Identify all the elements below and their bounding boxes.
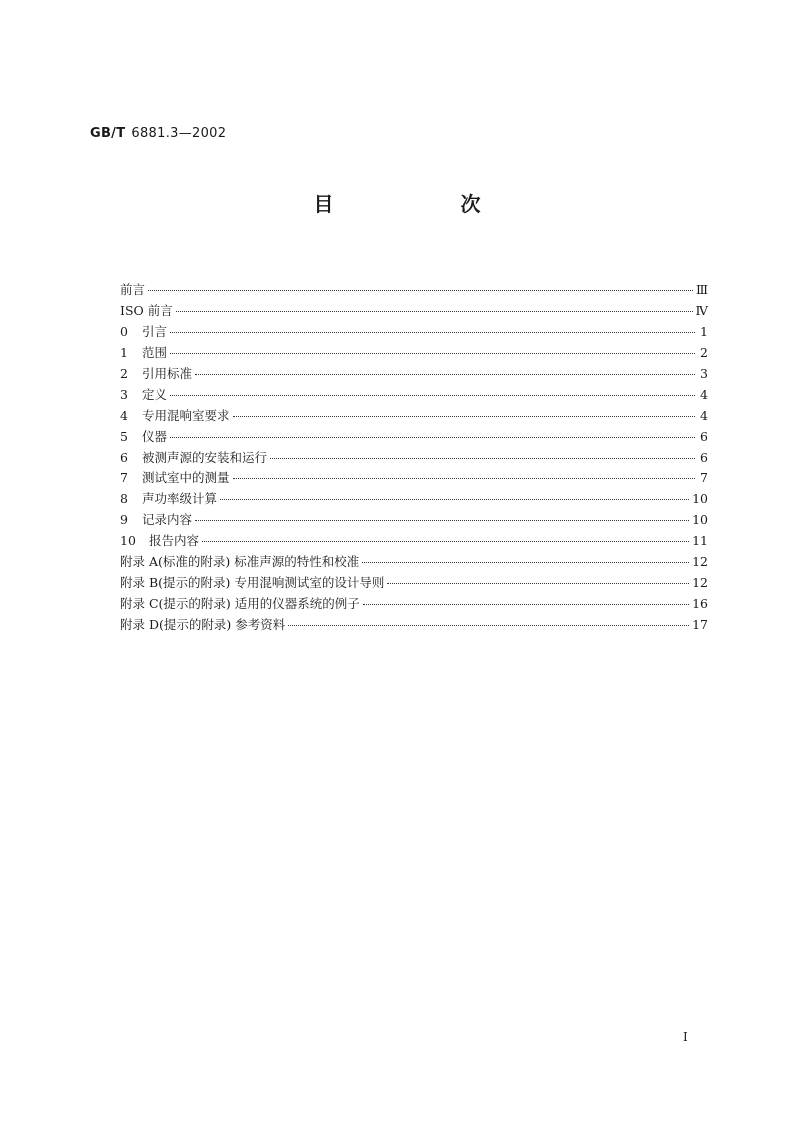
toc-leader-dots	[148, 290, 693, 291]
toc-leader-dots	[363, 604, 689, 605]
toc-entry[interactable]	[120, 531, 708, 552]
toc-entry-label: 附录 D(提示的附录) 参考资料	[120, 617, 286, 632]
toc-entry-label: 专用混响室要求	[142, 407, 230, 423]
toc-entry-page: Ⅳ	[695, 302, 708, 318]
standard-prefix: GB/T	[90, 126, 126, 141]
toc-leader-dots	[170, 353, 695, 354]
toc-entry-page: 6	[700, 449, 708, 465]
toc-entry-number: 1	[120, 344, 128, 360]
toc-entry[interactable]	[120, 280, 708, 301]
toc-entry-number: 3	[120, 386, 128, 402]
toc-entry[interactable]	[120, 322, 708, 343]
toc-leader-dots	[195, 520, 689, 521]
toc-entry-number: 2	[120, 365, 128, 381]
toc-entry-label: 范围	[142, 344, 168, 360]
toc-entry[interactable]	[120, 573, 708, 594]
toc-entry-page: 16	[692, 596, 708, 612]
toc-entry[interactable]	[120, 615, 708, 636]
toc-entry-label: 记录内容	[142, 512, 193, 528]
toc-entry-page: Ⅲ	[695, 282, 708, 297]
toc-entry-page: 7	[700, 470, 708, 486]
toc-leader-dots	[233, 416, 695, 417]
toc-leader-dots	[202, 541, 689, 542]
toc-entry[interactable]	[120, 301, 708, 322]
toc-entry-number: 5	[120, 428, 128, 444]
toc-entry-label: 引用标准	[142, 365, 193, 381]
toc-entry-label: 被测声源的安装和运行	[142, 449, 268, 465]
toc-entry-page: 12	[692, 554, 708, 570]
toc-entry[interactable]	[120, 364, 708, 385]
toc-entry-label: 报告内容	[149, 533, 200, 549]
toc-entry-label: 前言	[120, 282, 146, 297]
toc-entry-label: 附录 C(提示的附录) 适用的仪器系统的例子	[120, 596, 360, 612]
toc-entry[interactable]	[120, 594, 708, 615]
toc-entry-label: 引言	[142, 323, 168, 339]
toc-entry-number: 0	[120, 323, 128, 339]
toc-leader-dots	[170, 395, 695, 396]
toc-entry-page: 17	[692, 617, 708, 632]
toc-entry[interactable]	[120, 489, 708, 510]
toc-entry-page: 4	[700, 407, 708, 423]
toc-entry[interactable]	[120, 343, 708, 364]
toc-entry-number: 8	[120, 491, 128, 507]
toc-leader-dots	[195, 374, 695, 375]
toc-entry-number: 10	[120, 533, 136, 549]
toc-entry[interactable]	[120, 468, 708, 489]
toc-entry-page: 3	[700, 365, 708, 381]
toc-entry[interactable]	[120, 427, 708, 448]
toc-leader-dots	[288, 625, 689, 626]
toc-entry-page: 10	[692, 512, 708, 528]
toc-entry-page: 12	[692, 575, 708, 591]
toc-leader-dots	[233, 478, 695, 479]
toc-entry-page: 10	[692, 491, 708, 507]
standard-code	[90, 126, 226, 141]
toc-entry[interactable]	[120, 510, 708, 531]
page-title: 目 次	[313, 192, 541, 216]
toc-leader-dots	[176, 311, 693, 312]
toc-entry-number: 6	[120, 449, 128, 465]
toc-leader-dots	[387, 583, 689, 584]
toc-entry[interactable]	[120, 448, 708, 469]
toc-entry-number: 7	[120, 470, 128, 486]
toc-entry-page: 11	[692, 533, 708, 549]
table-of-contents	[120, 280, 708, 636]
page-number: I	[683, 1030, 688, 1044]
toc-entry[interactable]	[120, 406, 708, 427]
toc-entry[interactable]	[120, 552, 708, 573]
toc-entry-label: 定义	[142, 386, 168, 402]
standard-number: 6881.3—2002	[131, 126, 227, 141]
toc-leader-dots	[170, 437, 695, 438]
toc-entry[interactable]	[120, 385, 708, 406]
toc-entry-page: 2	[700, 344, 708, 360]
toc-entry-label: 附录 B(提示的附录) 专用混响测试室的设计导则	[120, 575, 385, 591]
toc-entry-label: 附录 A(标准的附录) 标准声源的特性和校准	[120, 554, 360, 570]
toc-entry-label: ISO 前言	[120, 302, 173, 318]
toc-entry-page: 1	[700, 323, 708, 339]
toc-entry-number: 9	[120, 512, 128, 528]
toc-entry-label: 声功率级计算	[142, 491, 218, 507]
toc-entry-page: 4	[700, 386, 708, 402]
toc-entry-number: 4	[120, 407, 128, 423]
toc-entry-page: 6	[700, 428, 708, 444]
toc-leader-dots	[170, 332, 695, 333]
toc-leader-dots	[362, 562, 689, 563]
toc-entry-label: 测试室中的测量	[142, 470, 230, 486]
toc-leader-dots	[270, 458, 695, 459]
toc-leader-dots	[220, 499, 689, 500]
toc-entry-label: 仪器	[142, 428, 168, 444]
